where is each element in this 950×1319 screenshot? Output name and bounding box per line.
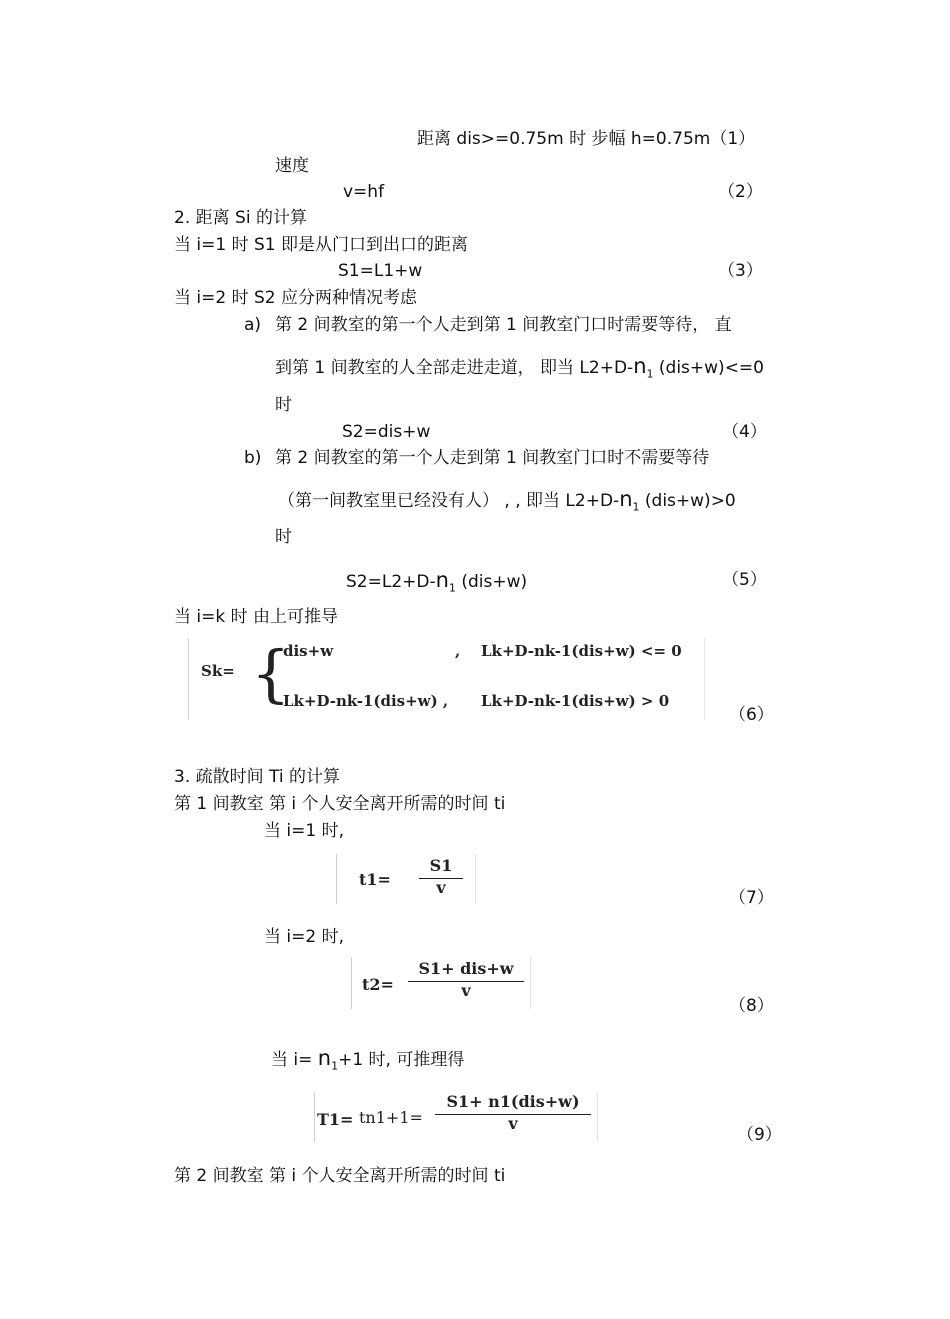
equation-7-image (336, 854, 476, 904)
eq-number-6: （6） (729, 705, 774, 725)
eq9-numerator: S1+ n1(dis+w) (446, 1092, 580, 1111)
eq-s1: S1=L1+w (338, 261, 423, 281)
case-a-marker: a) (244, 315, 262, 335)
eq6-row1-left: dis+w (283, 642, 334, 660)
case-b-marker: b) (244, 448, 262, 468)
eq-number-5: （5） (722, 570, 767, 590)
eq6-row1-comma: , (455, 642, 461, 660)
line-i2: 当 i=2 时, (264, 927, 344, 947)
eq-s2-case-b: $S2=L2+D-n_1$ (dis+w) (346, 568, 528, 595)
eq-number-2: （2） (718, 182, 763, 202)
equation-9-image (314, 1092, 598, 1142)
eq7-denominator: v (436, 878, 446, 897)
equation-8-image (351, 957, 531, 1009)
eq6-lhs: Sk= (201, 662, 235, 680)
eq9-middle: tn1+1= (359, 1108, 423, 1127)
eq-number-7: （7） (729, 888, 774, 908)
eq6-row2-right: Lk+D-nk-1(dis+w) > 0 (481, 692, 670, 710)
eq-number-8: （8） (729, 996, 774, 1016)
line-room-2: 第 2 间教室 第 i 个人安全离开所需的时间 ti (174, 1166, 506, 1186)
case-b-line-1: 第 2 间教室的第一个人走到第 1 间教室门口时不需要等待 (275, 448, 710, 468)
eq6-row2-left: Lk+D-nk-1(dis+w) , (283, 692, 449, 710)
section-3-heading: 3. 疏散时间 Ti 的计算 (174, 767, 341, 787)
eq-s2-case-a: S2=dis+w (342, 422, 431, 442)
case-b-line-3: 时 (275, 527, 292, 547)
eq7-fraction (419, 856, 463, 895)
line-i-n1-plus-1: 当 $i= n_1+1$ 时, 可推理得 (271, 1046, 465, 1073)
eq-number-9: （9） (737, 1125, 782, 1145)
eq-speed: v=hf (343, 182, 385, 202)
line-i2-s2: 当 i=2 时 S2 应分两种情况考虑 (174, 288, 418, 308)
line-i1: 当 i=1 时, (264, 821, 344, 841)
eq6-brace: { (251, 637, 291, 710)
eq8-denominator: v (461, 981, 471, 1000)
equation-6-image (188, 638, 705, 720)
eq-number-3: （3） (718, 261, 763, 281)
eq8-fraction (408, 959, 524, 998)
eq9-denominator: v (508, 1114, 518, 1133)
line-speed-label: 速度 (275, 156, 309, 176)
eq8-lhs: t2= (362, 975, 394, 994)
eq9-fraction (435, 1092, 591, 1131)
case-a-line-2: 到第 1 间教室的人全部走进走道， 即当 $L2+D-n_1$ (dis+w)<=0 (275, 354, 764, 381)
eq6-row1-right: Lk+D-nk-1(dis+w) <= 0 (481, 642, 682, 660)
line-room-1: 第 1 间教室 第 i 个人安全离开所需的时间 ti (174, 794, 506, 814)
line-i1-s1: 当 i=1 时 S1 即是从门口到出口的距离 (174, 235, 469, 255)
eq9-lhs: T1= (317, 1110, 354, 1129)
section-2-heading: 2. 距离 Si 的计算 (174, 208, 307, 228)
line-ik: 当 i=k 时 由上可推导 (174, 607, 339, 627)
eq8-numerator: S1+ dis+w (418, 959, 514, 978)
case-b-line-2: （第一间教室里已经没有人） , , 即当 $L2+D-n_1$ (dis+w)>0 (278, 487, 736, 514)
eq7-numerator: S1 (429, 856, 453, 875)
eq-number-4: （4） (722, 422, 767, 442)
case-a-line-3: 时 (275, 395, 292, 415)
case-a-line-1: 第 2 间教室的第一个人走到第 1 间教室门口时需要等待， 直 (275, 315, 732, 335)
eq7-lhs: t1= (359, 870, 391, 889)
line-distance-stride: 距离 dis>=0.75m 时 步幅 h=0.75m（1） (417, 129, 756, 149)
